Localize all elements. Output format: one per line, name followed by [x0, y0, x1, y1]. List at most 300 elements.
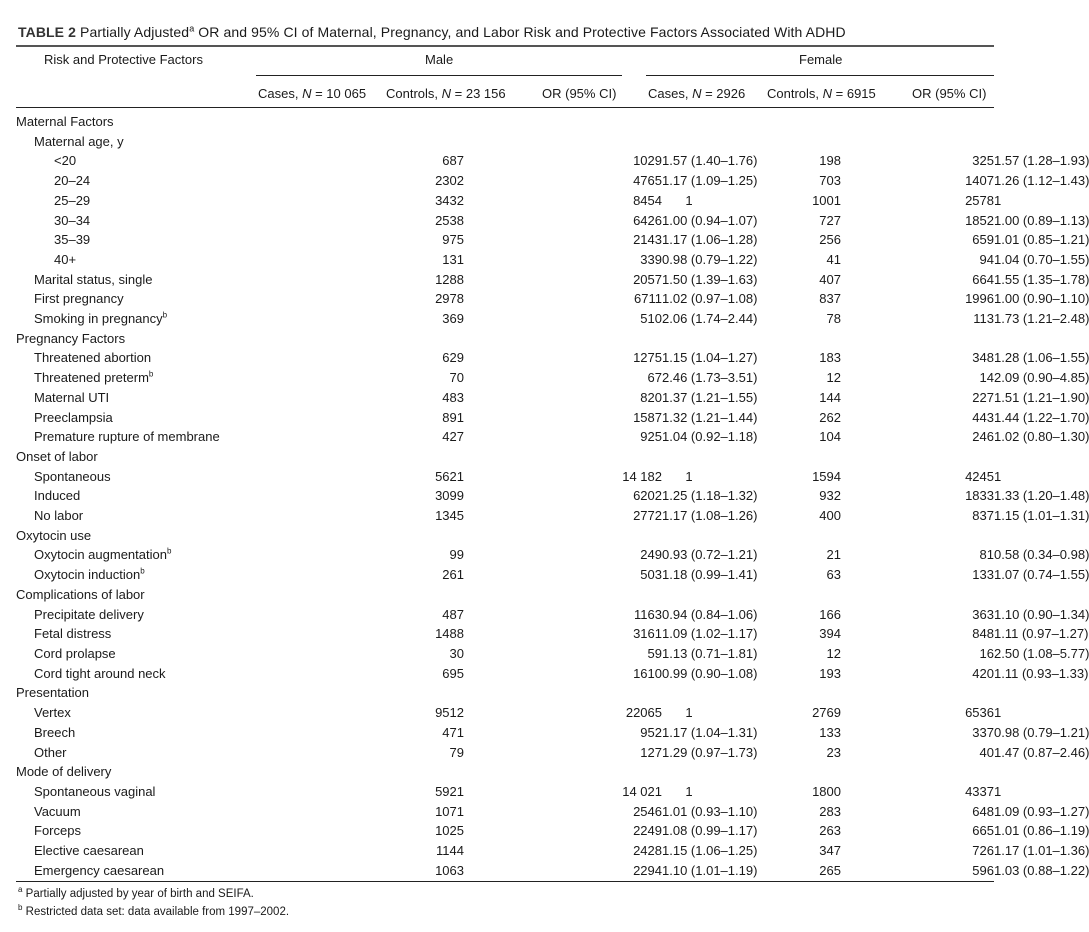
caption-text-start: Partially Adjusted [80, 24, 190, 40]
table-cell: 487 [442, 606, 464, 622]
table-cell: 166 [819, 606, 841, 622]
cell-padding [256, 545, 322, 565]
table-cell: 347 [819, 843, 841, 859]
row-label: Cord tight around neck [34, 665, 166, 681]
table-cell: 1.15 (1.06–1.25) [662, 843, 758, 859]
table-cell: 23 [826, 744, 841, 760]
row-label: Cord prolapse [34, 645, 116, 661]
row-label: Induced [34, 488, 81, 504]
col-header-female-controls: Controls, N = 6915 [767, 86, 876, 101]
table-cell [716, 447, 841, 467]
table-row [16, 526, 994, 546]
cell-padding [256, 191, 322, 211]
table-cell [841, 585, 994, 605]
table-cell: 0.94 (0.84–1.06) [662, 606, 758, 622]
table-cell: 14 182 [622, 468, 662, 484]
table-cell [662, 132, 716, 152]
table-cell: 14 021 [622, 783, 662, 799]
table-cell [464, 112, 662, 132]
table-row: Cord prolapse 30 59 1.13 (0.71–1.81) 12 16 2.50 (1.08–5.77) [16, 644, 994, 664]
col-header-male-cases: Cases, N = 10 065 [258, 86, 367, 101]
table-cell: 420 [972, 665, 994, 681]
table-row [16, 762, 994, 782]
table-cell [662, 112, 716, 132]
table-cell: 1.25 (1.18–1.32) [662, 488, 758, 504]
table-cell: 2978 [435, 291, 464, 307]
table-cell: 687 [442, 153, 464, 169]
table-cell: 1.08 (0.99–1.17) [662, 823, 758, 839]
male-group-rule [256, 75, 622, 76]
footnote-b: $^b$ Restricted data set: data available from 1997–2002. [18, 903, 290, 918]
table-cell [322, 526, 464, 546]
table-cell: 2294 [633, 862, 662, 878]
table-cell: 133 [972, 567, 994, 583]
cell-padding [256, 565, 322, 585]
stub-header: Risk and Protective Factors [44, 52, 203, 67]
row-label: Premature rupture of membrane [34, 429, 220, 445]
table-row: Premature rupture of membrane 427 925 1.04 (0.92–1.18) 104 246 1.02 (0.80–1.30) [16, 427, 994, 447]
table-cell [716, 683, 841, 703]
table-cell: 1852 [965, 212, 994, 228]
table-cell: 483 [442, 389, 464, 405]
table-cell: 6202 [633, 488, 662, 504]
table-cell: 1587 [633, 409, 662, 425]
table-cell [662, 762, 716, 782]
row-label: Pregnancy Factors [16, 330, 126, 346]
table-row: First pregnancy 2978 6711 1.02 (0.97–1.08) 837 1996 1.00 (0.90–1.10) [16, 289, 994, 309]
table-cell: 1.10 (1.01–1.19) [662, 862, 758, 878]
table-cell: 193 [819, 665, 841, 681]
table-cell [322, 762, 464, 782]
cell-padding [256, 703, 322, 723]
cell-padding [256, 368, 322, 388]
table-cell: 1029 [633, 153, 662, 169]
table-row: Vacuum 1071 2546 1.01 (0.93–1.10) 283 648 1.09 (0.93–1.27) [16, 802, 994, 822]
table-cell: 41 [826, 251, 841, 267]
caption-text-end: OR and 95% CI of Maternal, Pregnancy, and Labor Risk and Protective Factors Associated With ADHD [194, 24, 846, 40]
table-cell: 261 [442, 567, 464, 583]
cell-padding [256, 270, 322, 290]
table-cell: 131 [442, 251, 464, 267]
table-cell: 81 [979, 547, 994, 563]
table-cell: 648 [972, 803, 994, 819]
table-cell [662, 329, 716, 349]
table-cell: 67 [647, 370, 662, 386]
table-cell: 443 [972, 409, 994, 425]
cell-padding [256, 585, 322, 605]
table-cell [841, 112, 994, 132]
table-cell: 1.17 (1.06–1.28) [662, 232, 758, 248]
table-row: Elective caesarean 1144 2428 1.15 (1.06–1.25) 347 726 1.17 (1.01–1.36) [16, 841, 994, 861]
table-cell: 664 [972, 271, 994, 287]
col-header-male-controls: Controls, N = 23 156 [386, 86, 506, 101]
table-cell: 4337 [965, 783, 994, 799]
table-cell: 2057 [633, 271, 662, 287]
row-label: First pregnancy [34, 291, 124, 307]
row-label: Vertex [34, 705, 71, 721]
table-cell: 1.04 (0.92–1.18) [662, 429, 758, 445]
table-row: 35–39 975 2143 1.17 (1.06–1.28) 256 659 1.01 (0.85–1.21) [16, 230, 994, 250]
table-cell: 104 [819, 429, 841, 445]
table-cell: 1.18 (0.99–1.41) [662, 567, 758, 583]
table-cell: 246 [972, 429, 994, 445]
table-row: Oxytocin induction$^b$ 261 503 1.18 (0.99–1.41) 63 133 1.07 (0.74–1.55) [16, 565, 994, 585]
table-cell: 263 [819, 823, 841, 839]
cell-padding [256, 802, 322, 822]
table-cell [716, 526, 841, 546]
table-cell: 727 [819, 212, 841, 228]
table-row: Cord tight around neck 695 1610 0.99 (0.90–1.08) 193 420 1.11 (0.93–1.33) [16, 664, 994, 684]
table-row [16, 112, 994, 132]
row-label: Precipitate delivery [34, 606, 144, 622]
row-label: Other [34, 744, 67, 760]
cell-padding [256, 486, 322, 506]
cell-padding [256, 289, 322, 309]
table-cell: 16 [979, 645, 994, 661]
table-cell: 726 [972, 843, 994, 859]
table-cell: 3161 [633, 626, 662, 642]
cell-padding [256, 467, 322, 487]
table-cell: 1025 [435, 823, 464, 839]
table-cell: 348 [972, 350, 994, 366]
table-row [16, 329, 994, 349]
table-row: No labor 1345 2772 1.17 (1.08–1.26) 400 837 1.15 (1.01–1.31) [16, 506, 994, 526]
table-cell: 1071 [435, 803, 464, 819]
table-cell: 78 [826, 311, 841, 327]
table-cell [464, 526, 662, 546]
table-cell [464, 762, 662, 782]
table-cell: 1610 [633, 665, 662, 681]
table-cell [841, 762, 994, 782]
table-cell: 891 [442, 409, 464, 425]
table-cell: 1275 [633, 350, 662, 366]
table-cell: 21 [826, 547, 841, 563]
table-row [16, 683, 994, 703]
table-cell [662, 585, 716, 605]
table-cell: 3432 [435, 192, 464, 208]
table-cell: 22065 [625, 705, 662, 721]
row-label: Breech [34, 724, 76, 740]
table-cell: 5921 [435, 783, 464, 799]
table-cell [322, 132, 464, 152]
table-cell: 5621 [435, 468, 464, 484]
cell-padding [256, 644, 322, 664]
table-cell: 695 [442, 665, 464, 681]
table-cell: 63 [826, 567, 841, 583]
table-cell: 79 [449, 744, 464, 760]
table-cell: 629 [442, 350, 464, 366]
table-cell: 1.00 (0.94–1.07) [662, 212, 758, 228]
table-cell: 113 [973, 311, 994, 327]
row-label: Oxytocin induction$^b$ [34, 566, 145, 583]
table-row: 40+ 131 339 0.98 (0.79–1.22) 41 94 1.04 (0.70–1.55) [16, 250, 994, 270]
table-row: Preeclampsia 891 1587 1.32 (1.21–1.44) 262 443 1.44 (1.22–1.70) [16, 408, 994, 428]
table-cell: 659 [972, 232, 994, 248]
table-cell: 1345 [435, 508, 464, 524]
row-label: 20–24 [54, 173, 91, 189]
table-cell [322, 447, 464, 467]
cell-padding [256, 506, 322, 526]
table-cell: 144 [819, 389, 841, 405]
table-cell [841, 447, 994, 467]
row-label: Maternal age, y [34, 133, 124, 149]
row-label: Oxytocin augmentation$^b$ [34, 547, 172, 563]
table-cell: 596 [972, 862, 994, 878]
table-cell [322, 329, 464, 349]
cell-padding [256, 250, 322, 270]
table-cell: 2769 [812, 705, 841, 721]
table-cell: 2.06 (1.74–2.44) [662, 311, 758, 327]
cell-padding [256, 211, 322, 231]
row-label: Presentation [16, 685, 89, 701]
table-cell: 12 [826, 370, 841, 386]
table-row [16, 132, 994, 152]
table-row: Smoking in pregnancy$^b$ 369 510 2.06 (1.74–2.44) 78 113 1.73 (1.21–2.48) [16, 309, 994, 329]
table-cell: 1.37 (1.21–1.55) [662, 389, 758, 405]
cell-padding [256, 348, 322, 368]
table-cell: 6711 [634, 291, 662, 307]
table-cell: 249 [640, 547, 662, 563]
cell-padding [256, 743, 322, 763]
col-header-female-cases: Cases, N = 2926 [648, 86, 746, 101]
cell-padding [256, 408, 322, 428]
table-cell: 2302 [435, 173, 464, 189]
table-cell: 1.02 (0.97–1.08) [662, 291, 758, 307]
table-row: Other 79 127 1.29 (0.97–1.73) 23 40 1.47 (0.87–2.46) [16, 743, 994, 763]
table-cell: 1 [685, 783, 693, 799]
row-label: Forceps [34, 823, 81, 839]
group-header-male: Male [425, 52, 454, 67]
table-cell [716, 585, 841, 605]
row-label: Maternal UTI [34, 389, 110, 405]
table-cell: 1144 [436, 843, 464, 859]
row-label: Emergency caesarean [34, 862, 165, 878]
table-cell [716, 132, 841, 152]
table-cell [716, 329, 841, 349]
table-cell [662, 683, 716, 703]
table-cell: 1.15 (1.04–1.27) [662, 350, 758, 366]
table-cell [464, 132, 662, 152]
table-cell: 407 [819, 271, 841, 287]
table-cell: 14 [979, 370, 994, 386]
table-row: Threatened abortion 629 1275 1.15 (1.04–1.27) 183 348 1.28 (1.06–1.55) [16, 348, 994, 368]
table-cell: 0.99 (0.90–1.08) [662, 665, 758, 681]
table-cell [464, 683, 662, 703]
table-cell: 325 [972, 153, 994, 169]
table-cell: 1.01 (0.93–1.10) [662, 803, 758, 819]
row-label: Mode of delivery [16, 764, 112, 780]
table-cell: 2546 [633, 803, 662, 819]
table-cell: 510 [640, 311, 662, 327]
table-cell: 59 [647, 645, 662, 661]
table-cell [464, 447, 662, 467]
table-row: Forceps 1025 2249 1.08 (0.99–1.17) 263 665 1.01 (0.86–1.19) [16, 821, 994, 841]
table-cell: 400 [819, 508, 841, 524]
cell-padding [256, 861, 322, 881]
table-cell: 1288 [435, 271, 464, 287]
table-cell: 283 [819, 803, 841, 819]
table-cell: 127 [640, 744, 662, 760]
table-cell: 256 [819, 232, 841, 248]
cell-padding [256, 230, 322, 250]
row-label: Preeclampsia [34, 409, 113, 425]
table-cell: 665 [972, 823, 994, 839]
cell-padding [256, 841, 322, 861]
cell-padding [256, 329, 322, 349]
table-cell: 0.98 (0.79–1.22) [662, 251, 758, 267]
table-cell [322, 112, 464, 132]
table-row: Emergency caesarean 1063 2294 1.10 (1.01–1.19) 265 596 1.03 (0.88–1.22) [16, 861, 994, 881]
table-cell [464, 585, 662, 605]
table-row: Breech 471 952 1.17 (1.04–1.31) 133 337 0.98 (0.79–1.21) [16, 723, 994, 743]
table-cell: 1.17 (1.08–1.26) [662, 508, 758, 524]
col-header-male-or: OR (95% CI) [542, 86, 617, 101]
row-label: 40+ [54, 251, 77, 267]
table-cell: 1.50 (1.39–1.63) [662, 271, 758, 287]
cell-padding [256, 821, 322, 841]
table-cell [716, 112, 841, 132]
table-cell [841, 526, 994, 546]
row-label: Oxytocin use [16, 527, 92, 543]
group-header-female: Female [799, 52, 843, 67]
row-label: 30–34 [54, 212, 91, 228]
table-cell: 227 [972, 389, 994, 405]
top-rule [16, 45, 994, 47]
table-cell [322, 683, 464, 703]
row-label: Smoking in pregnancy$^b$ [34, 310, 168, 327]
table-cell: 369 [442, 311, 464, 327]
table-cell: 94 [979, 251, 994, 267]
footnote-mark: b [140, 566, 145, 576]
row-label: Complications of labor [16, 586, 145, 602]
table-cell: 3099 [435, 488, 464, 504]
table-cell: 837 [972, 508, 994, 524]
table-cell: 2.46 (1.73–3.51) [662, 370, 758, 386]
table-cell: 1488 [435, 626, 464, 642]
table-cell: 1.17 (1.09–1.25) [662, 173, 758, 189]
cell-padding [256, 605, 322, 625]
cell-padding [256, 723, 322, 743]
cell-padding [256, 762, 322, 782]
table-cell: 2578 [965, 192, 994, 208]
table-cell: 1407 [965, 173, 994, 189]
caption-footnote-mark: a [189, 23, 195, 34]
cell-padding [256, 683, 322, 703]
footnote-mark: b [166, 547, 172, 557]
table-cell: 820 [640, 389, 662, 405]
table-cell: 1.29 (0.97–1.73) [662, 744, 758, 760]
table-cell: 848 [972, 626, 994, 642]
table-cell: 1063 [435, 862, 464, 878]
table-cell: 8454 [633, 192, 662, 208]
table-cell: 363 [972, 606, 994, 622]
table-cell: 40 [979, 744, 994, 760]
table-cell: 2538 [435, 212, 464, 228]
row-label: Threatened abortion [34, 350, 152, 366]
col-header-female-or: OR (95% CI) [912, 86, 987, 101]
table-cell: 1.57 (1.40–1.76) [662, 153, 758, 169]
row-label: Elective caesarean [34, 843, 144, 859]
cell-padding [256, 151, 322, 171]
table-cell: 975 [442, 232, 464, 248]
table-cell: 1 [685, 705, 693, 721]
cell-padding [256, 526, 322, 546]
table-cell [841, 132, 994, 152]
cell-padding [256, 309, 322, 329]
table-cell: 471 [442, 724, 464, 740]
table-cell [662, 447, 716, 467]
table-cell: 1996 [965, 291, 994, 307]
table-cell: 1800 [812, 783, 841, 799]
table-cell: 1.13 (0.71–1.81) [662, 645, 758, 661]
row-label: Spontaneous [34, 468, 111, 484]
table-cell: 427 [442, 429, 464, 445]
row-label: Vacuum [34, 803, 81, 819]
row-label: 25–29 [54, 192, 91, 208]
table-cell: 4765 [633, 173, 662, 189]
table-cell: 262 [819, 409, 841, 425]
table-cell [841, 683, 994, 703]
table-cell: 925 [640, 429, 662, 445]
cell-padding [256, 112, 322, 132]
table-row: <20 687 1029 1.57 (1.40–1.76) 198 325 1.57 (1.28–1.93) [16, 151, 994, 171]
table-row: Marital status, single 1288 2057 1.50 (1.39–1.63) 407 664 1.55 (1.35–1.78) [16, 270, 994, 290]
table-row: Oxytocin augmentation$^b$ 99 249 0.93 (0.72–1.21) 21 81 0.58 (0.34–0.98) [16, 545, 994, 565]
table-row: Fetal distress 1488 3161 1.09 (1.02–1.17) 394 848 1.11 (0.97–1.27) [16, 624, 994, 644]
table-cell: 70 [449, 370, 464, 386]
table-cell: 1 [685, 468, 693, 484]
row-label: Marital status, single [34, 271, 153, 287]
table-cell [716, 762, 841, 782]
header-rule [16, 107, 994, 108]
table-cell: 12 [826, 645, 841, 661]
row-label: Maternal Factors [16, 114, 114, 129]
table-cell: 703 [819, 173, 841, 189]
table-cell: 394 [819, 626, 841, 642]
table-cell: 952 [640, 724, 662, 740]
cell-padding [256, 664, 322, 684]
table-number: TABLE 2 [18, 24, 76, 40]
table-cell: 1 [685, 192, 693, 208]
table-cell: 2143 [633, 232, 662, 248]
table-cell: 1594 [812, 468, 841, 484]
cell-padding [256, 132, 322, 152]
table-cell: 9512 [435, 705, 464, 721]
table-row: Spontaneous 5621 14 182 1 1594 4245 1 [16, 467, 994, 487]
table-cell: 99 [449, 547, 464, 563]
table-cell: 337 [972, 724, 994, 740]
table-cell: 2428 [633, 843, 662, 859]
table-row: Threatened preterm$^b$ 70 67 2.46 (1.73–3.51) 12 14 2.09 (0.90–4.85) [16, 368, 994, 388]
table-row: Induced 3099 6202 1.25 (1.18–1.32) 932 1833 1.33 (1.20–1.48) [16, 486, 994, 506]
table-cell [464, 329, 662, 349]
table-row: Maternal UTI 483 820 1.37 (1.21–1.55) 144 227 1.51 (1.21–1.90) [16, 388, 994, 408]
row-label: Onset of labor [16, 448, 98, 464]
table-row: Vertex 9512 22065 1 2769 6536 1 [16, 703, 994, 723]
table-cell: 30 [449, 645, 464, 661]
table-cell: 1.17 (1.04–1.31) [662, 724, 758, 740]
table-row [16, 585, 994, 605]
female-group-rule [646, 75, 994, 76]
table-cell: 133 [819, 724, 841, 740]
table-row: 30–34 2538 6426 1.00 (0.94–1.07) 727 1852 1.00 (0.89–1.13) [16, 211, 994, 231]
table-cell: 1.32 (1.21–1.44) [662, 409, 758, 425]
table-cell [841, 329, 994, 349]
table-cell: 2249 [633, 823, 662, 839]
table-cell: 4245 [965, 468, 994, 484]
table-cell: 6536 [965, 705, 994, 721]
footnote-a: $^a$ Partially adjusted by year of birth and SEIFA. [18, 885, 254, 900]
